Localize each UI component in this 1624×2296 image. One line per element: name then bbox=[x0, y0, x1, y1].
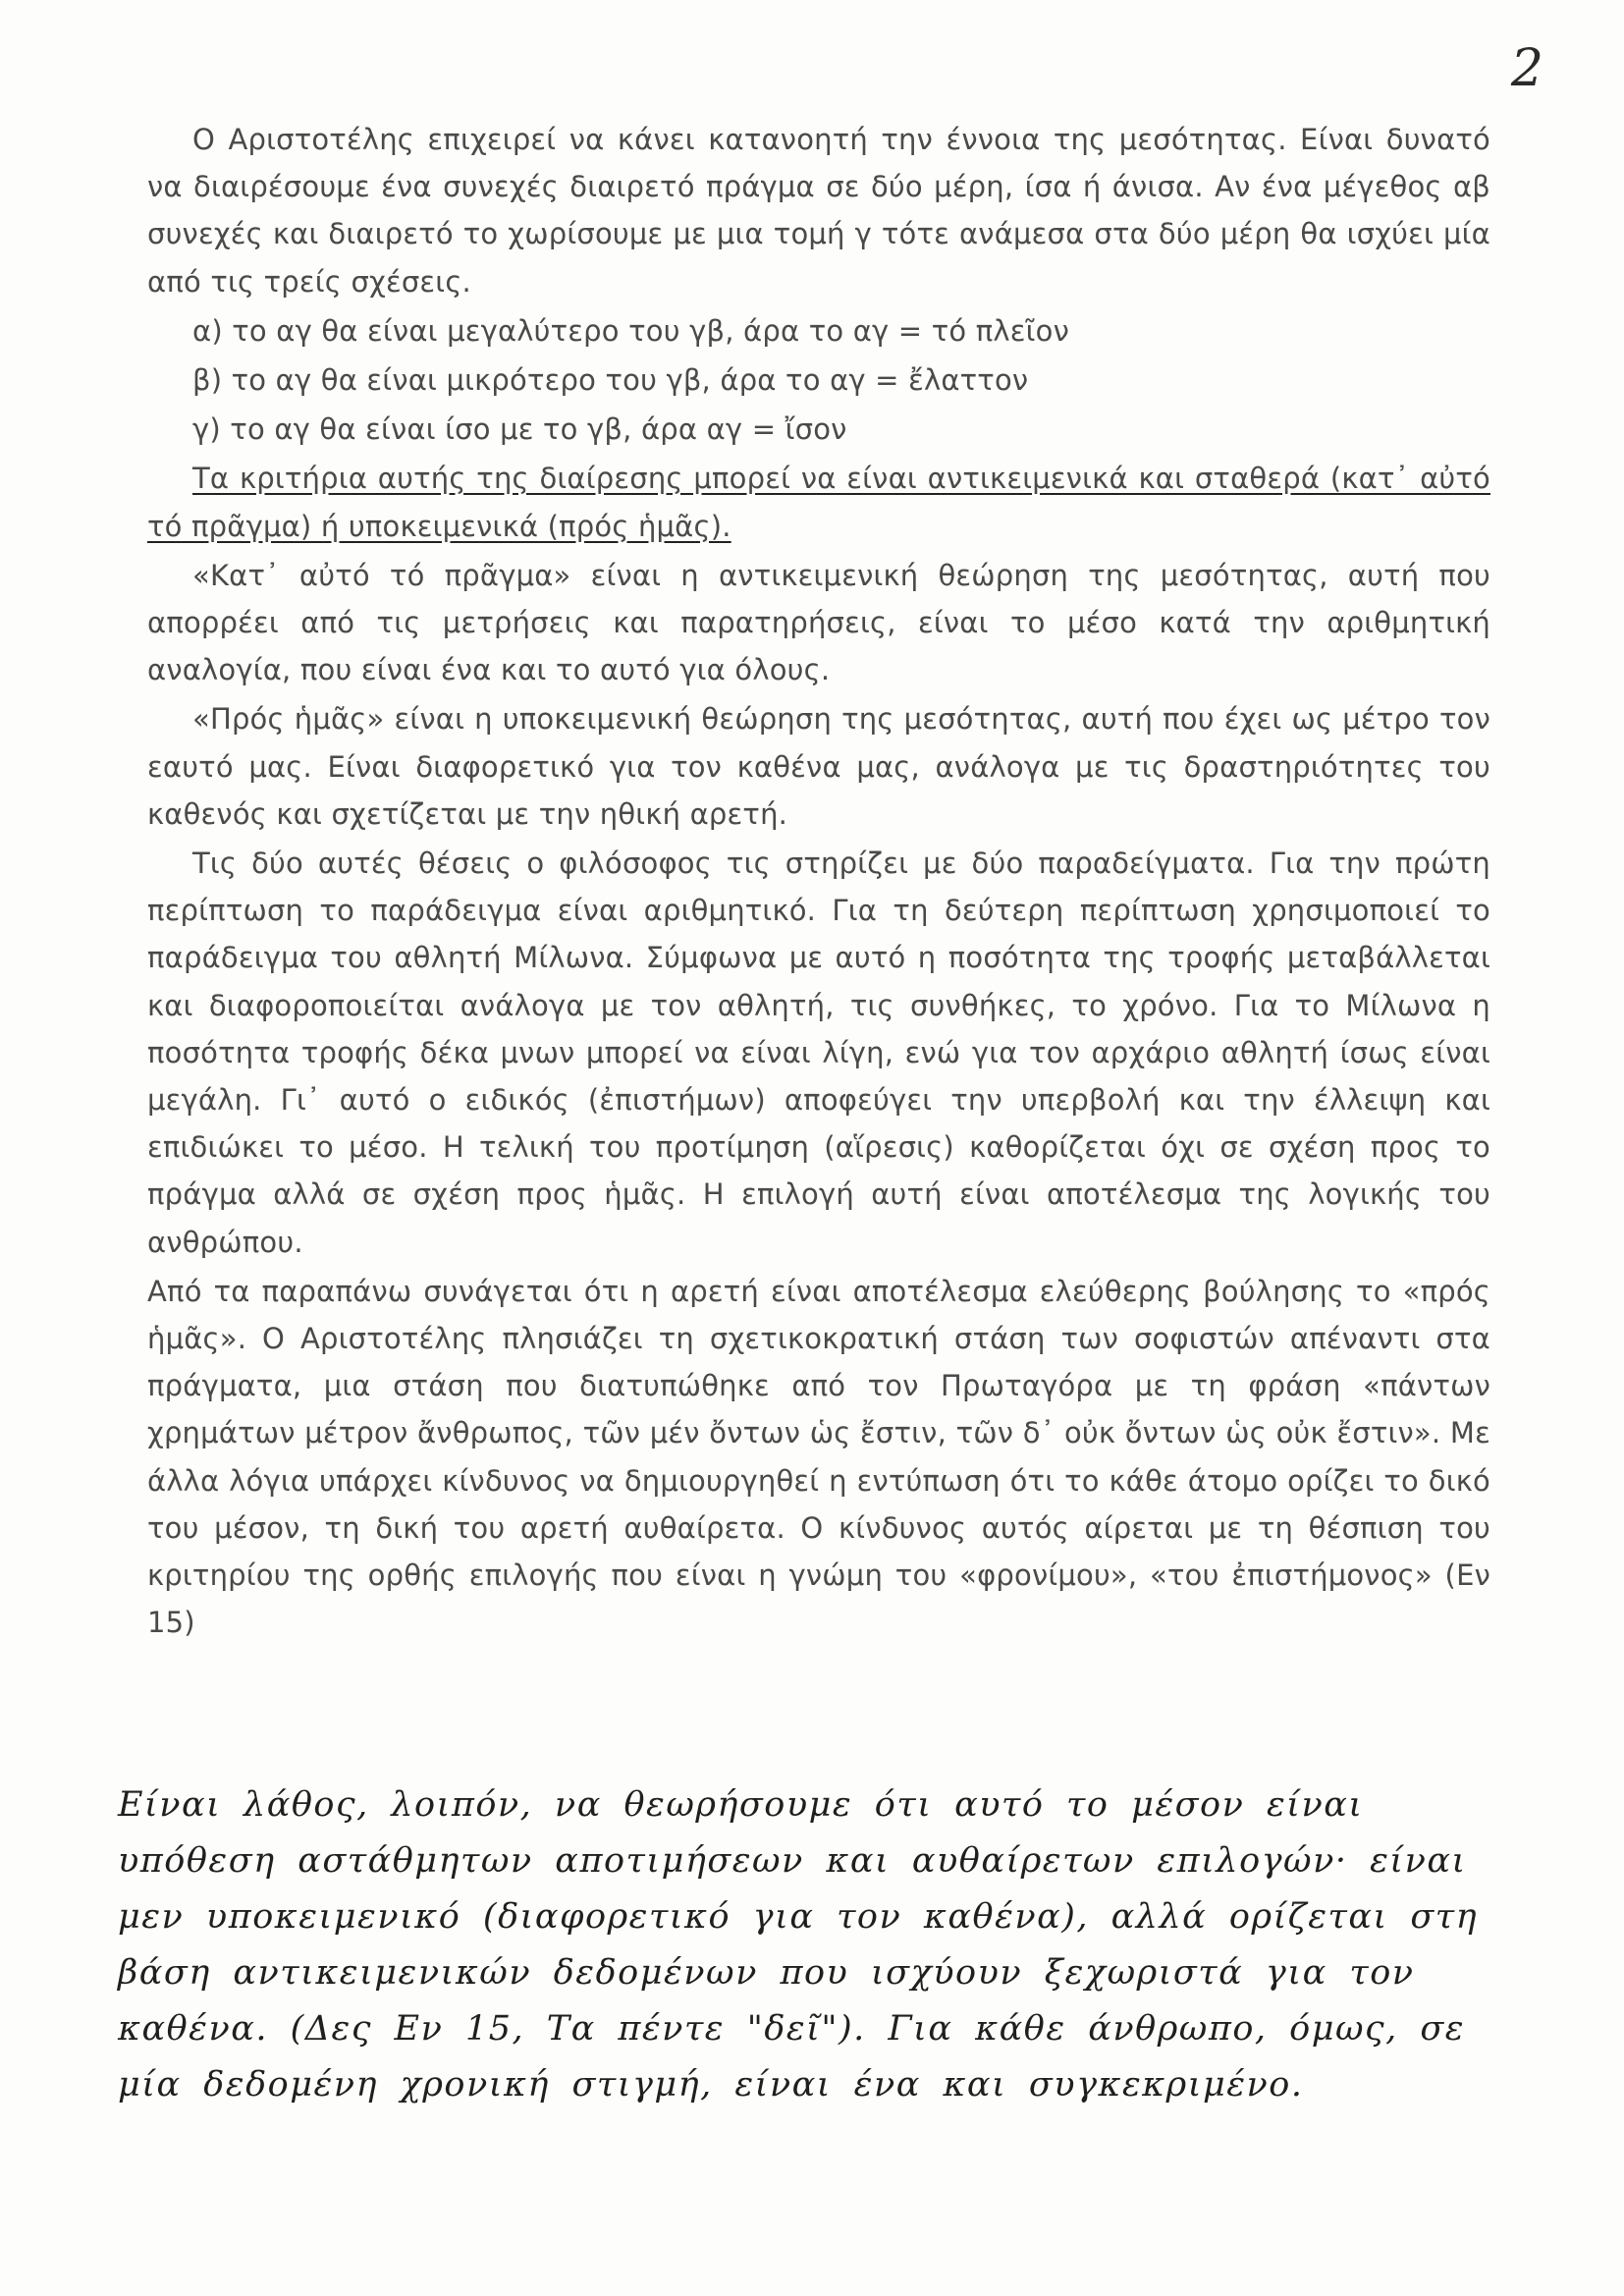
paragraph-criteria: Τα κριτήρια αυτής της διαίρεσης μπορεί να είναι αντικειμενικά και σταθερά (κατ᾽ αὐτό τό πρᾶγμα) ή υποκειμενικά (πρός ἡμᾶς). bbox=[147, 462, 1490, 543]
list-item-a: α) το αγ θα είναι μεγαλύτερο του γβ, άρα το αγ = τό πλεῖον bbox=[192, 313, 1069, 348]
list-item-c: γ) το αγ θα είναι ίσο με το γβ, άρα αγ = ἴσον bbox=[192, 412, 847, 447]
handwritten-note-text: Είναι λάθος, λοιπόν, να θεωρήσουμε ότι αυτό το μέσον είναι υπόθεση αστάθμητων αποτιμήσεων και αυθαίρετων επιλογών· είναι μεν υποκειμενικό (διαφορετικό για τον καθένα), αλλά ορίζεται στη βάση αντικειμενικών δεδομένων που ισχύουν ξεχωριστά για τον καθένα. (Δες Εν 15, Τα πέντε "δεῖ"). Για κάθε άνθρωπο, όμως, σε μία δεδομένη χρονική στιγμή, είναι ένα και συγκεκριμένο. bbox=[118, 1785, 1479, 2105]
paragraph-objective: «Κατ᾽ αὐτό τό πρᾶγμα» είναι η αντικειμενική θεώρηση της μεσότητας, αυτή που απορρέει από τις μετρήσεις και παρατηρήσεις, είναι το μέσο κατά την αριθμητική αναλογία, που είναι ένα και το αυτό για όλους. bbox=[147, 558, 1490, 687]
handwritten-note bbox=[118, 1777, 1512, 2113]
typed-text-body bbox=[147, 116, 1490, 1649]
paragraph-examples: Τις δύο αυτές θέσεις ο φιλόσοφος τις στηρίζει με δύο παραδείγματα. Για την πρώτη περίπτωση το παράδειγμα είναι αριθμητικό. Για τη δεύτερη περίπτωση χρησιμοποιεί το παράδειγμα του αθλητή Μίλωνα. Σύμφωνα με αυτό η ποσότητα της τροφής μεταβάλλεται και διαφοροποιείται ανάλογα με τον αθλητή, τις συνθήκες, το χρόνο. Για το Μίλωνα η ποσότητα τροφής δέκα μνων μπορεί να είναι λίγη, ενώ για τον αρχάριο αθλητή ίσως είναι μεγάλη. Γι᾽ αυτό ο ειδικός (ἐπιστήμων) αποφεύγει την υπερβολή και την έλλειψη και επιδιώκει το μέσο. Η τελική του προτίμηση (αἵρεσις) καθορίζεται όχι σε σχέση προς το πράγμα αλλά σε σχέση προς ἡμᾶς. Η επιλογή αυτή είναι αποτέλεσμα της λογικής του ανθρώπου. bbox=[147, 847, 1490, 1259]
list-item-b: β) το αγ θα είναι μικρότερο του γβ, άρα το αγ = ἔλαττον bbox=[192, 363, 1029, 398]
paragraph-subjective: «Πρός ἡμᾶς» είναι η υποκειμενική θεώρηση της μεσότητας, αυτή που έχει ως μέτρο τον εαυτό μας. Είναι διαφορετικό για τον καθένα μας, ανάλογα με τις δραστηριότητες του καθενός και σχετίζεται με την ηθική αρετή. bbox=[147, 702, 1490, 831]
paragraph-conclusion: Από τα παραπάνω συνάγεται ότι η αρετή είναι αποτέλεσμα ελεύθερης βούλησης το «πρός ἡμᾶς». Ο Αριστοτέλης πλησιάζει τη σχετικοκρατική στάση των σοφιστών απέναντι στα πράγματα, μια στάση που διατυπώθηκε από τον Πρωταγόρα με τη φράση «πάντων χρημάτων μέτρον ἄνθρωπος, τῶν μέν ὄντων ὡς ἔστιν, τῶν δ᾽ οὐκ ὄντων ὡς οὐκ ἔστιν». Με άλλα λόγια υπάρχει κίνδυνος να δημιουργηθεί η εντύπωση ότι το κάθε άτομο ορίζει το δικό του μέσον, τη δική του αρετή αυθαίρετα. Ο κίνδυνος αυτός αίρεται με τη θέσπιση του κριτηρίου της ορθής επιλογής που είναι η γνώμη του «φρονίμου», «του ἐπιστήμονος» (Εν 15) bbox=[147, 1274, 1490, 1640]
paragraph-intro: Ο Αριστοτέλης επιχειρεί να κάνει κατανοητή την έννοια της μεσότητας. Είναι δυνατό να διαιρέσουμε ένα συνεχές διαιρετό πράγμα σε δύο μέρη, ίσα ή άνισα. Αν ένα μέγεθος αβ συνεχές και διαιρετό το χωρίσουμε με μια τομή γ τότε ανάμεσα στα δύο μέρη θα ισχύει μία από τις τρείς σχέσεις. bbox=[147, 123, 1490, 299]
page-number: 2 bbox=[1510, 39, 1543, 98]
